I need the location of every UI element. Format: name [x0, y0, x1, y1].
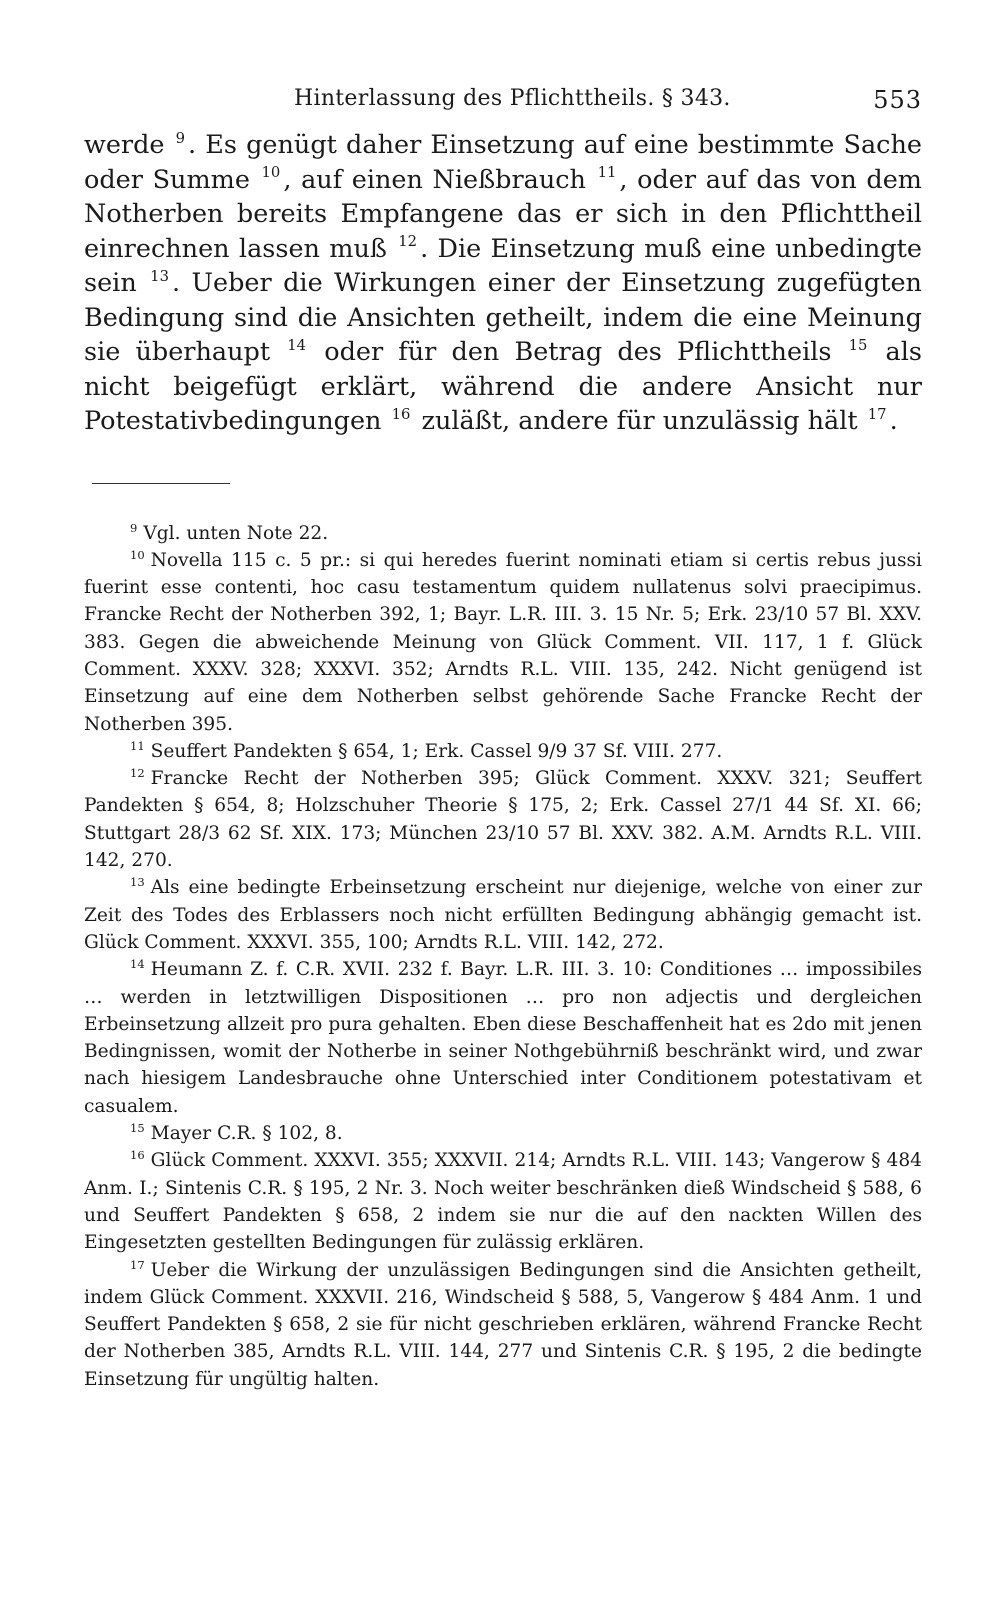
running-head: Hinterlassung des Pflichttheils. § 343.: [294, 86, 731, 111]
text-segment: . Ueber die Wirkungen einer der Einsetzung zugefügten Bedingung sind die Ansichten getheilt, indem die eine Meinung sie überhaupt: [84, 268, 922, 367]
text-segment: zuläßt, andere für unzulässig hält: [413, 406, 866, 436]
footnote-number: 17: [130, 1257, 145, 1272]
footnote-reference: 12: [398, 233, 418, 251]
footnote-number: 14: [130, 957, 145, 972]
footnote-text: Seuffert Pandekten § 654, 1; Erk. Cassel 9/9 37 Sf. VIII. 277.: [150, 740, 723, 762]
text-segment: oder für den Betrag des Pflichttheils: [309, 337, 847, 367]
footnote: [84, 956, 922, 1120]
footnote-text: Als eine bedingte Erbeinsetzung erscheint nur diejenige, welche von einer zur Zeit des Todes des Erblassers noch nicht erfüllten Bedingung abhängig gemacht ist. Glück Comment. XXXVI. 355, 100; Arndts R.L. VIII. 142, 272.: [84, 877, 922, 953]
footnote-text: Francke Recht der Notherben 395; Glück Comment. XXXV. 321; Seuffert Pandekten § 654, 8; Holzschuher Theorie § 175, 2; Erk. Cassel 27/1 44 Sf. XI. 66; Stuttgart 28/3 62 Sf. XIX. 173; München 23/10 57 Bl. XXV. 382. A.M. Arndts R.L. VIII. 142, 270.: [84, 768, 922, 872]
text-segment: als nicht beigefügt erklärt, während die andere Ansicht nur Potestativbedingungen: [84, 337, 923, 436]
text-segment: . Die Einsetzung muß eine unbedingte sein: [84, 233, 922, 298]
text-segment: werde: [84, 130, 174, 160]
footnote-reference: 16: [391, 405, 411, 423]
footnote-text: Novella 115 c. 5 pr.: si qui heredes fuerint nominati etiam si certis rebus jussi fuerint esse contenti, hoc casu testamentum quidem nullatenus solvi praecipimus. Francke Recht der Notherben 392, 1; Bayr. L.R. III. 3. 15 Nr. 5; Erk. 23/10 57 Bl. XXV. 383. Gegen die abweichende Meinung von Glück Comment. VII. 117, 1 f. Glück Comment. XXXV. 328; XXXVI. 352; Arndts R.L. VIII. 135, 242. Nicht genügend ist Einsetzung auf eine dem Notherben selbst gehörende Sache Francke Recht der Notherben 395.: [84, 549, 922, 735]
footnote-text: Heumann Z. f. C.R. XVII. 232 f. Bayr. L.R. III. 3. 10: Conditiones … impossibiles … werden in letztwilligen Dispositionen … pro non adjectis und dergleichen Erbeinsetzung allzeit pro pura gehalten. Eben diese Beschaffenheit hat es 2do mit jenen Bedingnissen, womit der Notherbe in seiner Nothgebührniß beschränkt wird, und zwar nach hiesigem Landesbrauche ohne Unterschied inter Conditionem potestativam et casualem.: [84, 959, 922, 1117]
footnote-number: 11: [130, 738, 145, 753]
page-header: [84, 86, 922, 126]
footnote-text: Mayer C.R. § 102, 8.: [150, 1123, 343, 1145]
footnote-reference: 17: [867, 405, 887, 423]
footnote-text: Glück Comment. XXXVI. 355; XXXVII. 214; Arndts R.L. VIII. 143; Vangerow § 484 Anm. I.; Sintenis C.R. § 195, 2 Nr. 3. Noch weiter beschränken dieß Windscheid § 588, 6 und Seuffert Pandekten § 658, 2 indem sie nur die auf den nackten Willen des Eingesetzten gestellten Bedingungen für zulässig erklären.: [84, 1150, 922, 1254]
footnote: [84, 765, 922, 874]
footnote: [84, 547, 922, 738]
footnote: [84, 520, 922, 547]
footnote: [84, 874, 922, 956]
footnote-reference: 15: [848, 336, 868, 354]
footnote: [84, 1120, 922, 1147]
text-segment: , auf einen Nießbrauch: [283, 164, 596, 195]
footnote-number: 13: [130, 875, 145, 890]
footnotes-section: [84, 520, 922, 1394]
text-segment: , oder auf das von dem Notherben bereits Empfangene das er sich in den Pflichttheil einrechnen lassen muß: [84, 164, 922, 264]
footnote-text: Vgl. unten Note 22.: [143, 522, 329, 544]
footnote-reference: 9: [175, 129, 186, 147]
footnote-reference: 11: [597, 164, 617, 182]
footnote-number: 15: [130, 1121, 145, 1136]
footnote-number: 16: [130, 1148, 145, 1163]
page-number: 553: [873, 86, 922, 114]
footnote: [84, 1147, 922, 1256]
footnote-reference: 14: [287, 336, 307, 354]
main-paragraph: [84, 128, 922, 439]
footnote: [84, 1257, 922, 1393]
footnote-reference: 13: [150, 267, 169, 285]
footnote-divider: [92, 483, 230, 484]
footnote-reference: 10: [261, 164, 281, 182]
footnote-number: 12: [130, 766, 145, 781]
footnote-number: 9: [130, 520, 138, 535]
footnote: [84, 738, 922, 765]
footnote-number: 10: [130, 547, 145, 562]
text-segment: .: [889, 406, 898, 436]
text-segment: . Es genügt daher Einsetzung auf eine bestimmte Sache oder Summe: [84, 130, 922, 195]
footnote-text: Ueber die Wirkung der unzulässigen Bedingungen sind die Ansichten getheilt, indem Glück Comment. XXXVII. 216, Windscheid § 588, 5, Vangerow § 484 Anm. 1 und Seuffert Pandekten § 658, 2 sie für nicht geschrieben erklären, während Francke Recht der Notherben 385, Arndts R.L. VIII. 144, 277 und Sintenis C.R. § 195, 2 die bedingte Einsetzung für ungültig halten.: [84, 1259, 922, 1390]
